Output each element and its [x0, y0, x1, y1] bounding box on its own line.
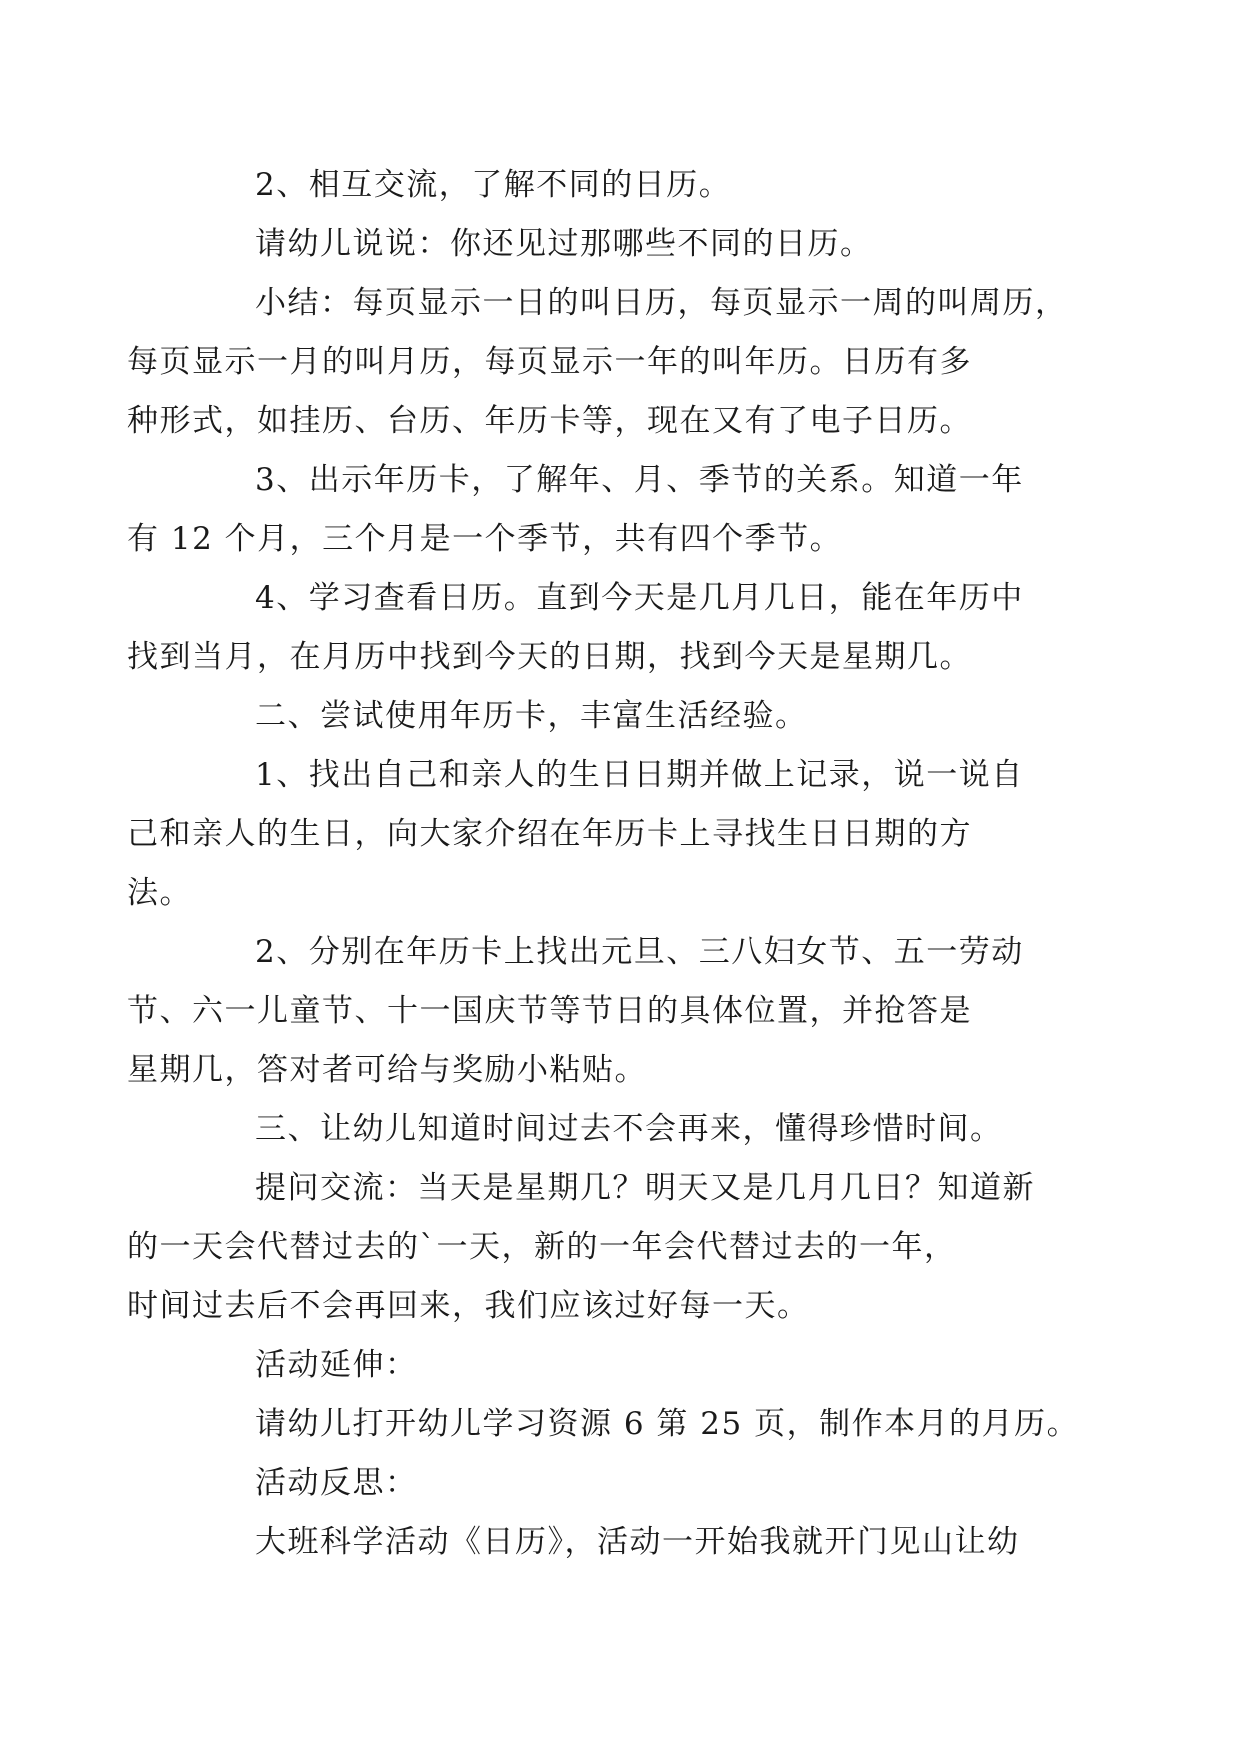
paragraph	[191, 215, 1071, 274]
paragraph	[127, 1159, 1071, 1336]
paragraph	[127, 923, 1071, 1100]
paragraph	[191, 1513, 1071, 1572]
paragraph	[191, 1454, 1071, 1513]
text-line: 活动反思：	[255, 1465, 418, 1501]
paragraph	[191, 1336, 1071, 1395]
paragraph	[191, 687, 1071, 746]
text-line: 有 12 个月，三个月是一个季节，共有四个季节。	[127, 521, 843, 557]
text-line: 己和亲人的生日，向大家介绍在年历卡上寻找生日日期的方	[127, 816, 972, 852]
text-line: 3、出示年历卡，了解年、月、季节的关系。知道一年	[255, 462, 1024, 498]
text-line: 时间过去后不会再回来，我们应该过好每一天。	[127, 1288, 810, 1324]
text-line: 2、相互交流，了解不同的日历。	[255, 167, 732, 203]
text-line: 4、学习查看日历。直到今天是几月几日，能在年历中	[255, 580, 1024, 616]
text-line: 三、让幼儿知道时间过去不会再来，懂得珍惜时间。	[255, 1111, 1003, 1147]
text-line: 星期几，答对者可给与奖励小粘贴。	[127, 1052, 647, 1088]
paragraph	[127, 569, 1071, 687]
text-line: 请幼儿说说：你还见过那哪些不同的日历。	[255, 226, 873, 262]
text-line: 节、六一儿童节、十一国庆节等节日的具体位置，并抢答是	[127, 993, 972, 1029]
text-line: 小结：每页显示一日的叫日历，每页显示一周的叫周历，	[255, 285, 1068, 321]
paragraph	[127, 274, 1071, 451]
document-body	[127, 156, 1080, 1572]
text-line: 提问交流：当天是星期几？明天又是几月几日？知道新	[255, 1170, 1035, 1206]
text-line: 的一天会代替过去的`一天，新的一年会代替过去的一年，	[127, 1229, 957, 1265]
text-line: 种形式，如挂历、台历、年历卡等，现在又有了电子日历。	[127, 403, 972, 439]
text-line: 找到当月，在月历中找到今天的日期，找到今天是星期几。	[127, 639, 972, 675]
paragraph	[191, 1100, 1071, 1159]
text-line: 每页显示一月的叫月历，每页显示一年的叫年历。日历有多	[127, 344, 972, 380]
paragraph	[191, 1395, 1080, 1454]
paragraph	[127, 746, 1071, 923]
text-line: 请幼儿打开幼儿学习资源 6 第 25 页，制作本月的月历。	[255, 1406, 1080, 1442]
text-line: 1、找出自己和亲人的生日日期并做上记录，说一说自	[255, 757, 1024, 793]
text-line: 活动延伸：	[255, 1347, 418, 1383]
paragraph	[191, 156, 1071, 215]
paragraph	[127, 451, 1071, 569]
text-line: 2、分别在年历卡上找出元旦、三八妇女节、五一劳动	[255, 934, 1024, 970]
text-line: 二、尝试使用年历卡，丰富生活经验。	[255, 698, 808, 734]
text-line: 大班科学活动《日历》，活动一开始我就开门见山让幼	[255, 1524, 1020, 1560]
text-line: 法。	[127, 875, 192, 911]
